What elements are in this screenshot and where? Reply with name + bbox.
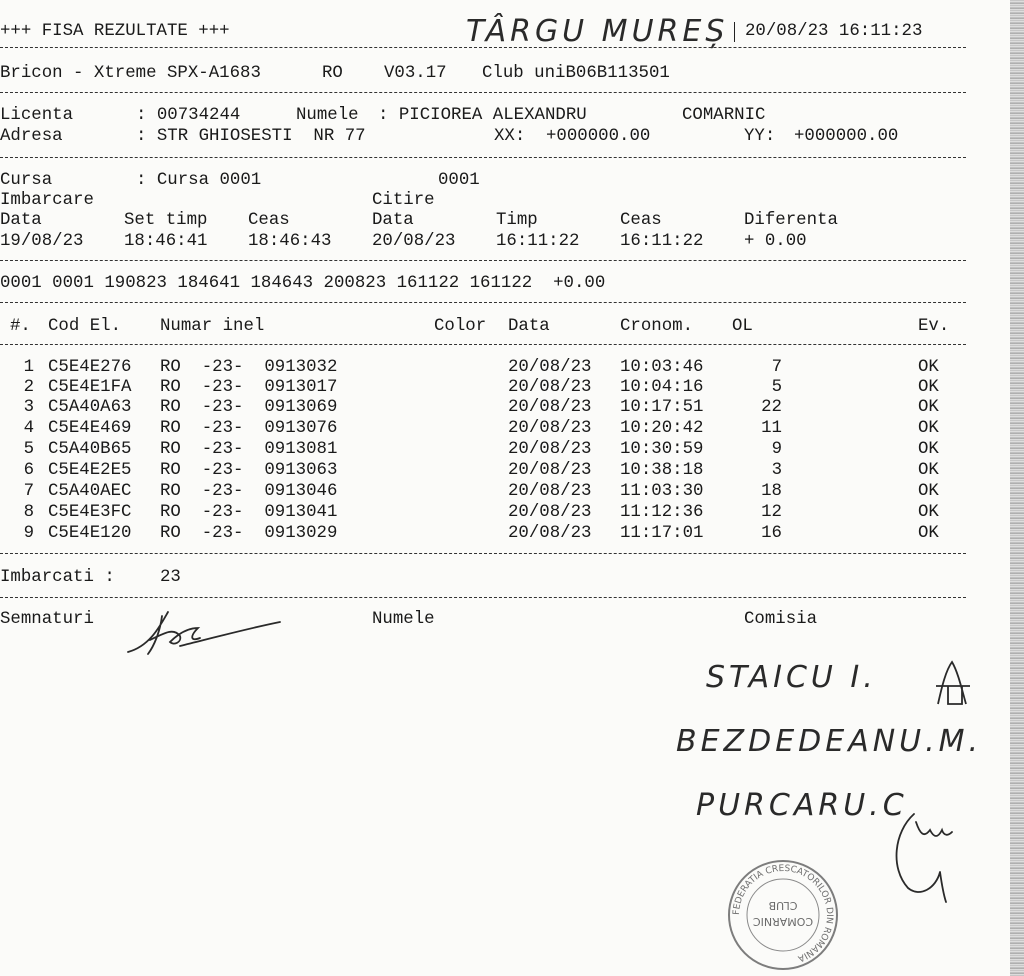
row-data: 20/08/23 [508, 419, 592, 438]
row-cod: C5A40B65 [48, 440, 132, 459]
divider [0, 344, 966, 345]
row-data: 20/08/23 [508, 482, 592, 501]
print-datetime: 20/08/23 16:11:23 [734, 22, 922, 42]
xx-label: XX: [494, 127, 526, 146]
commission-name-2: BEZDEDEANU.M. [676, 724, 983, 759]
row-ol: 22 [761, 398, 782, 417]
row-inel: RO -23- 0913029 [160, 524, 338, 543]
device-model: Bricon - Xtreme SPX-A1683 [0, 64, 261, 83]
val-data2: 20/08/23 [372, 232, 456, 251]
col-ceas2: Ceas [620, 211, 662, 230]
row-cronom: 10:20:42 [620, 419, 704, 438]
row-ol: 7 [771, 358, 782, 377]
row-nr: 2 [23, 378, 34, 397]
device-version: V03.17 [384, 64, 447, 83]
divider [0, 157, 966, 158]
row-cod: C5E4E469 [48, 419, 132, 438]
owner-locality: COMARNIC [682, 106, 766, 125]
row-nr: 9 [23, 524, 34, 543]
row-ol: 11 [761, 419, 782, 438]
divider [0, 597, 966, 598]
imbarcare-label: Imbarcare [0, 191, 94, 210]
th-inel: Numar inel [160, 317, 265, 336]
row-ol: 18 [761, 482, 782, 501]
row-ev: OK [918, 419, 939, 438]
row-ev: OK [918, 461, 939, 480]
yy-label: YY: [744, 127, 776, 146]
cursa-code: 0001 [438, 171, 480, 190]
yy-value: +000000.00 [794, 127, 899, 146]
row-nr: 5 [23, 440, 34, 459]
row-cronom: 10:04:16 [620, 378, 704, 397]
th-color: Color [434, 317, 487, 336]
owner-name: PICIOREA ALEXANDRU [398, 106, 587, 125]
row-inel: RO -23- 0913076 [160, 419, 338, 438]
commission-name-3: PURCARU.C [696, 788, 908, 823]
row-cod: C5A40AEC [48, 482, 132, 501]
commission-signature-1 [928, 656, 980, 710]
row-inel: RO -23- 0913041 [160, 503, 338, 522]
row-inel: RO -23- 0913017 [160, 378, 338, 397]
row-nr: 1 [23, 358, 34, 377]
row-ev: OK [918, 503, 939, 522]
row-ol: 12 [761, 503, 782, 522]
svg-text:FEDERATIA CRESCATORILOR DIN RO: FEDERATIA CRESCATORILOR DIN ROMANIA [731, 863, 835, 964]
row-inel: RO -23- 0913046 [160, 482, 338, 501]
row-ev: OK [918, 398, 939, 417]
numele-signature-label: Numele [372, 610, 435, 629]
row-cronom: 10:17:51 [620, 398, 704, 417]
device-club: Club uniB06B113501 [482, 64, 670, 83]
row-ol: 5 [771, 378, 782, 397]
divider [0, 302, 966, 303]
club-stamp [724, 858, 842, 972]
row-ev: OK [918, 482, 939, 501]
row-cod: C5E4E276 [48, 358, 132, 377]
col-settimp: Set timp [124, 211, 208, 230]
col-data1: Data [0, 211, 42, 230]
row-data: 20/08/23 [508, 440, 592, 459]
row-ol: 3 [771, 461, 782, 480]
owner-address: STR GHIOSESTI NR 77 [156, 127, 366, 146]
race-summary: 0001 0001 190823 184641 184643 200823 161122 161122 +0.00 [0, 274, 606, 293]
row-data: 20/08/23 [508, 358, 592, 377]
divider [0, 260, 966, 261]
row-ev: OK [918, 378, 939, 397]
row-data: 20/08/23 [508, 503, 592, 522]
row-cod: C5E4E3FC [48, 503, 132, 522]
row-ev: OK [918, 440, 939, 459]
row-cod: C5E4E2E5 [48, 461, 132, 480]
row-cod: C5A40A63 [48, 398, 132, 417]
row-cronom: 11:12:36 [620, 503, 704, 522]
cursa-label: Cursa [0, 171, 53, 190]
row-nr: 7 [23, 482, 34, 501]
row-ev: OK [918, 358, 939, 377]
handwritten-location: TÂRGU MUREȘ [466, 14, 729, 49]
row-ol: 9 [771, 440, 782, 459]
row-cronom: 10:38:18 [620, 461, 704, 480]
adresa-label: Adresa [0, 127, 63, 146]
row-nr: 8 [23, 503, 34, 522]
row-ev: OK [918, 524, 939, 543]
val-diferenta: + 0.00 [744, 232, 807, 251]
scan-edge [1010, 0, 1024, 976]
row-nr: 4 [23, 419, 34, 438]
val-data1: 19/08/23 [0, 232, 84, 251]
citire-label: Citire [372, 191, 435, 210]
commission-signature-3 [884, 808, 964, 904]
col-timp: Timp [496, 211, 538, 230]
device-country: RO [322, 64, 343, 83]
row-cronom: 11:03:30 [620, 482, 704, 501]
val-ceas1: 18:46:43 [248, 232, 332, 251]
row-inel: RO -23- 0913081 [160, 440, 338, 459]
row-data: 20/08/23 [508, 461, 592, 480]
row-cronom: 10:03:46 [620, 358, 704, 377]
row-nr: 6 [23, 461, 34, 480]
divider [0, 92, 966, 93]
th-data: Data [508, 317, 550, 336]
row-inel: RO -23- 0913063 [160, 461, 338, 480]
semnaturi-label: Semnaturi [0, 610, 94, 629]
row-inel: RO -23- 0913069 [160, 398, 338, 417]
licenta-value: 00734244 [156, 106, 241, 125]
th-nr: #. [10, 317, 31, 336]
svg-text:COMARNIC: COMARNIC [752, 915, 814, 928]
imbarcati-value: 23 [160, 568, 181, 587]
row-cronom: 11:17:01 [620, 524, 704, 543]
row-cronom: 10:30:59 [620, 440, 704, 459]
row-cod: C5E4E1FA [48, 378, 132, 397]
val-timp: 16:11:22 [496, 232, 580, 251]
divider [0, 47, 966, 48]
th-cronom: Cronom. [620, 317, 694, 336]
xx-value: +000000.00 [546, 127, 651, 146]
col-data2: Data [372, 211, 414, 230]
svg-text:CLUB: CLUB [768, 899, 798, 912]
th-cod: Cod El. [48, 317, 122, 336]
row-data: 20/08/23 [508, 398, 592, 417]
val-ceas2: 16:11:22 [620, 232, 704, 251]
imbarcati-label: Imbarcati : [0, 568, 115, 587]
owner-signature [120, 606, 290, 660]
val-settimp: 18:46:41 [124, 232, 208, 251]
th-ol: OL [732, 317, 753, 336]
row-cod: C5E4E120 [48, 524, 132, 543]
col-diferenta: Diferenta [744, 211, 838, 230]
row-inel: RO -23- 0913032 [160, 358, 338, 377]
divider [0, 553, 966, 554]
col-ceas1: Ceas [248, 211, 290, 230]
sheet-title: +++ FISA REZULTATE +++ [0, 22, 230, 41]
licenta-label: Licenta [0, 106, 74, 125]
row-data: 20/08/23 [508, 524, 592, 543]
th-ev: Ev. [918, 317, 950, 336]
commission-name-1: STAICU I. [706, 660, 877, 695]
cursa-value: Cursa 0001 [156, 171, 262, 190]
row-ol: 16 [761, 524, 782, 543]
row-data: 20/08/23 [508, 378, 592, 397]
row-nr: 3 [23, 398, 34, 417]
comisia-label: Comisia [744, 610, 818, 629]
numele-label: Numele [296, 106, 359, 125]
